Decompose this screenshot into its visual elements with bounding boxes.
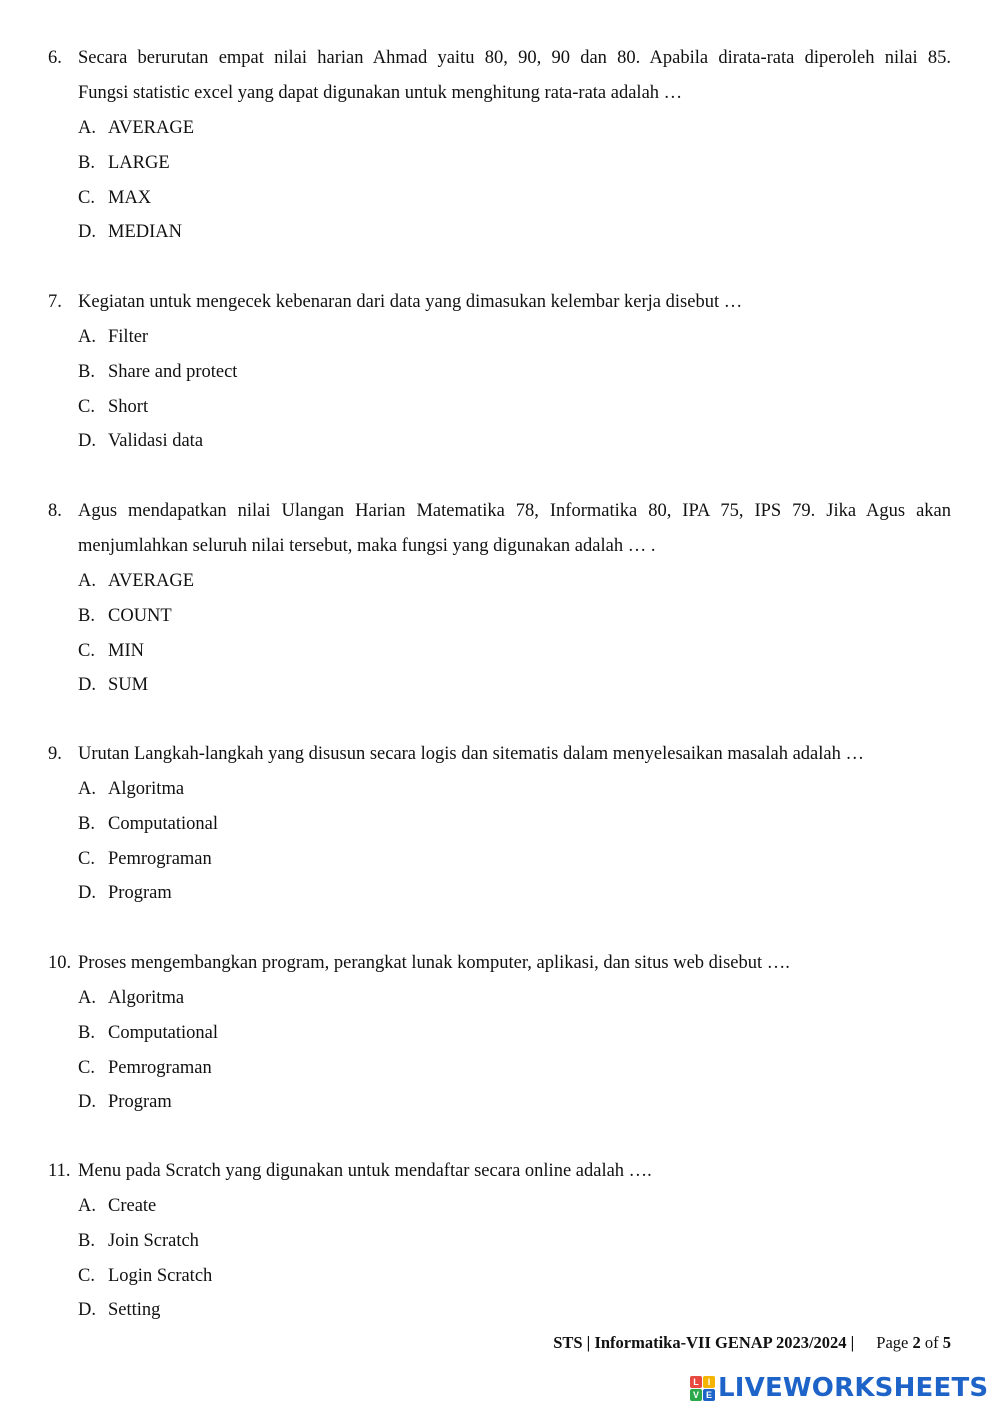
question-9 [48, 737, 951, 911]
option-c[interactable] [48, 1051, 951, 1086]
question-text: Agus mendapatkan nilai Ulangan Harian Matematika 78, Informatika 80, IPA 75, IPS 79. Jika Agus akan [78, 501, 951, 521]
option-letter: A. [78, 988, 96, 1008]
option-letter: B. [78, 1230, 95, 1251]
option-text: MEDIAN [108, 222, 182, 243]
option-text: AVERAGE [108, 571, 194, 591]
option-letter: D. [78, 675, 96, 696]
question-6 [48, 41, 951, 250]
option-letter: A. [78, 1196, 96, 1216]
page-of: of [924, 1333, 939, 1352]
option-letter: A. [78, 571, 96, 591]
option-text: Computational [108, 813, 218, 834]
option-text: Program [108, 1092, 172, 1113]
option-letter: C. [78, 848, 95, 869]
option-letter: C. [78, 187, 95, 208]
question-number: 6. [48, 48, 62, 68]
question-number: 8. [48, 501, 62, 521]
option-c[interactable] [48, 390, 951, 425]
option-a[interactable] [48, 772, 951, 807]
option-d[interactable] [48, 1085, 951, 1120]
question-text-continued: Fungsi statistic excel yang dapat digunakan untuk menghitung rata-rata adalah … [78, 83, 683, 103]
option-letter: C. [78, 1265, 95, 1286]
option-b[interactable] [48, 807, 951, 842]
option-text: Join Scratch [108, 1230, 199, 1251]
option-text: AVERAGE [108, 118, 194, 138]
option-c[interactable] [48, 181, 951, 216]
page-footer [553, 1331, 951, 1355]
option-a[interactable] [48, 564, 951, 599]
option-d[interactable] [48, 424, 951, 459]
option-letter: B. [78, 152, 95, 173]
question-text-continued: menjumlahkan seluruh nilai tersebut, maka fungsi yang digunakan adalah … . [78, 536, 656, 556]
option-text: LARGE [108, 152, 170, 173]
option-letter: D. [78, 431, 96, 452]
option-letter: A. [78, 118, 96, 138]
option-text: Short [108, 396, 149, 417]
option-text: Setting [108, 1300, 161, 1321]
option-d[interactable] [48, 215, 951, 250]
option-b[interactable] [48, 1016, 951, 1051]
option-letter: B. [78, 605, 95, 626]
option-a[interactable] [48, 981, 951, 1016]
option-d[interactable] [48, 1293, 951, 1328]
question-10 [48, 946, 951, 1120]
option-text: COUNT [108, 605, 172, 626]
question-text: Menu pada Scratch yang digunakan untuk mendaftar secara online adalah …. [78, 1161, 652, 1181]
option-letter: B. [78, 1022, 95, 1043]
option-d[interactable] [48, 876, 951, 911]
question-number: 11. [48, 1161, 71, 1181]
question-number: 7. [48, 292, 62, 312]
question-text: Secara berurutan empat nilai harian Ahmad yaitu 80, 90, 90 dan 80. Apabila dirata-rata diperoleh nilai 85. [78, 48, 951, 68]
liveworksheets-brand [690, 1372, 988, 1404]
option-text: Filter [108, 327, 149, 347]
liveworksheets-logo-icon: L I V E [690, 1376, 715, 1401]
question-text: Kegiatan untuk mengecek kebenaran dari data yang dimasukan kelembar kerja disebut … [78, 292, 743, 312]
option-letter: A. [78, 327, 96, 347]
page-current: 2 [912, 1333, 921, 1352]
option-b[interactable] [48, 355, 951, 390]
option-a[interactable] [48, 111, 951, 146]
page-word: Page [876, 1333, 909, 1352]
option-letter: B. [78, 361, 95, 382]
question-11 [48, 1154, 951, 1328]
option-a[interactable] [48, 1189, 951, 1224]
option-letter: C. [78, 396, 95, 417]
option-letter: B. [78, 813, 95, 834]
option-text: Algoritma [108, 779, 185, 799]
option-text: Share and protect [108, 361, 238, 382]
option-text: MIN [108, 640, 144, 661]
option-text: Validasi data [108, 431, 204, 452]
question-7 [48, 285, 951, 459]
option-letter: C. [78, 640, 95, 661]
option-a[interactable] [48, 320, 951, 355]
option-text: Computational [108, 1022, 218, 1043]
question-text: Proses mengembangkan program, perangkat lunak komputer, aplikasi, dan situs web disebut …. [78, 953, 790, 973]
option-b[interactable] [48, 1224, 951, 1259]
option-c[interactable] [48, 1259, 951, 1294]
option-text: MAX [108, 187, 152, 208]
option-text: Pemrograman [108, 1057, 212, 1078]
question-number: 10. [48, 953, 72, 973]
question-text: Urutan Langkah-langkah yang disusun secara logis dan sitematis dalam menyelesaikan masalah adalah … [78, 744, 864, 764]
option-letter: A. [78, 779, 96, 799]
question-8 [48, 494, 951, 703]
option-text: Login Scratch [108, 1265, 213, 1286]
option-letter: C. [78, 1057, 95, 1078]
question-number: 9. [48, 744, 62, 764]
page-total: 5 [942, 1333, 951, 1352]
option-text: SUM [108, 675, 149, 696]
option-letter: D. [78, 1300, 96, 1321]
option-d[interactable] [48, 668, 951, 703]
option-c[interactable] [48, 634, 951, 669]
option-letter: D. [78, 1092, 96, 1113]
brand-name: LIVEWORKSHEETS [718, 1373, 989, 1403]
option-text: Algoritma [108, 988, 185, 1008]
option-text: Create [108, 1196, 157, 1216]
option-b[interactable] [48, 146, 951, 181]
exam-label: STS | Informatika-VII GENAP 2023/2024 | [553, 1333, 855, 1352]
option-b[interactable] [48, 599, 951, 634]
option-c[interactable] [48, 842, 951, 877]
option-text: Pemrograman [108, 848, 212, 869]
option-letter: D. [78, 222, 96, 243]
option-text: Program [108, 883, 172, 904]
option-letter: D. [78, 883, 96, 904]
